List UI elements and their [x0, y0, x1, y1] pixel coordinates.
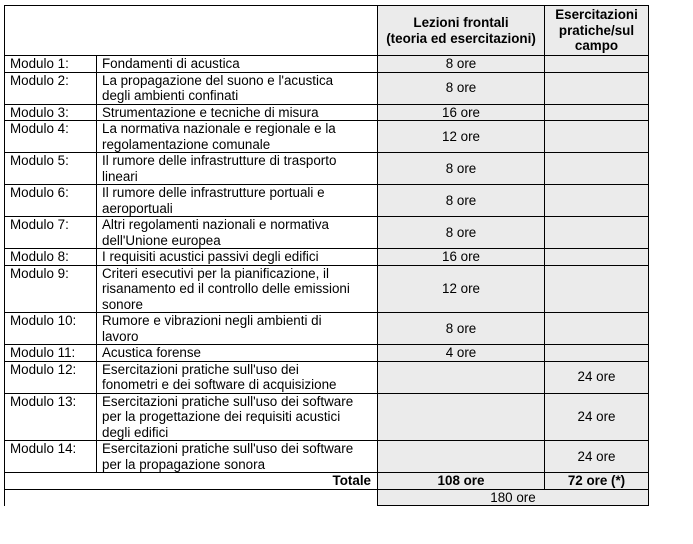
- module-title: [97, 249, 378, 266]
- module-title-line: per la propagazione sonora: [102, 456, 266, 472]
- module-title-line: risanamento ed il controllo delle emissioni: [102, 281, 350, 296]
- header-lezioni-line-2: (teoria ed esercitazioni): [386, 30, 536, 46]
- module-title: [97, 393, 378, 441]
- table-row: [5, 185, 649, 217]
- header-esercitazioni-line-2: pratiche/sul: [558, 22, 635, 38]
- table-row: [5, 345, 649, 362]
- module-number: Modulo 14:: [5, 441, 97, 473]
- module-title-line: Altri regolamenti nazionali e normativa: [102, 217, 330, 232]
- module-esercitazioni-hours: [545, 249, 649, 266]
- module-title-line: degli ambienti confinati: [102, 88, 239, 103]
- module-title-line: I requisiti acustici passivi degli edifici: [102, 249, 319, 264]
- table-row: [5, 265, 649, 313]
- module-rows: [5, 56, 649, 473]
- module-number: Modulo 11:: [5, 345, 97, 362]
- table-row: [5, 217, 649, 249]
- module-title: [97, 104, 378, 121]
- header-esercitazioni: [545, 6, 649, 56]
- module-esercitazioni-hours: [545, 153, 649, 185]
- module-lezioni-hours: 8 ore: [378, 56, 545, 73]
- table-row: [5, 313, 649, 345]
- module-lezioni-hours: 12 ore: [378, 121, 545, 153]
- module-lezioni-hours: [378, 441, 545, 473]
- module-lezioni-hours: 8 ore: [378, 72, 545, 104]
- module-title-line: La propagazione del suono e l'acustica: [102, 72, 334, 88]
- module-esercitazioni-hours: [545, 217, 649, 249]
- module-esercitazioni-hours: 24 ore: [545, 441, 649, 473]
- module-esercitazioni-hours: [545, 72, 649, 104]
- module-title: [97, 345, 378, 362]
- module-number: Modulo 4:: [5, 121, 97, 153]
- module-title-line: Il rumore delle infrastrutture di trasporto: [102, 153, 337, 168]
- module-title-line: per la progettazione dei requisiti acustici: [102, 409, 341, 424]
- module-title-line: aeroportuali: [102, 200, 173, 216]
- grand-total-value: 180 ore: [378, 489, 649, 506]
- table-row: [5, 393, 649, 441]
- module-title-line: Esercitazioni pratiche sull'uso dei: [102, 361, 299, 377]
- module-number: Modulo 3:: [5, 104, 97, 121]
- module-title-line: lineari: [102, 168, 138, 184]
- table-row: [5, 56, 649, 73]
- module-title-line: Strumentazione e tecniche di misura: [102, 104, 319, 120]
- module-esercitazioni-hours: [545, 265, 649, 313]
- module-esercitazioni-hours: [545, 313, 649, 345]
- table-row: [5, 361, 649, 393]
- module-title: [97, 153, 378, 185]
- module-number: Modulo 8:: [5, 249, 97, 266]
- module-title: [97, 56, 378, 73]
- totals-esercitazioni: 72 ore (*): [545, 473, 649, 490]
- course-modules-table: [4, 5, 649, 506]
- module-esercitazioni-hours: [545, 345, 649, 362]
- grand-total-empty: [5, 489, 378, 506]
- module-title: [97, 217, 378, 249]
- module-title-line: Fondamenti di acustica: [102, 56, 240, 71]
- module-lezioni-hours: 8 ore: [378, 185, 545, 217]
- table-row: [5, 104, 649, 121]
- table-row: [5, 153, 649, 185]
- module-lezioni-hours: 8 ore: [378, 313, 545, 345]
- module-esercitazioni-hours: [545, 185, 649, 217]
- grand-total-row: [5, 489, 649, 506]
- module-title-line: Esercitazioni pratiche sull'uso dei software: [102, 441, 354, 456]
- module-title-line: Criteri esecutivi per la pianificazione, il: [102, 265, 329, 281]
- module-esercitazioni-hours: [545, 56, 649, 73]
- module-lezioni-hours: [378, 393, 545, 441]
- module-title-line: dell'Unione europea: [102, 232, 221, 248]
- header-lezioni-frontali: [378, 6, 545, 56]
- header-esercitazioni-line-3: campo: [574, 38, 619, 54]
- module-title-line: Rumore e vibrazioni negli ambienti di: [102, 313, 322, 328]
- module-number: Modulo 12:: [5, 361, 97, 393]
- module-number: Modulo 10:: [5, 313, 97, 345]
- module-title-line: lavoro: [102, 328, 139, 344]
- module-title: [97, 361, 378, 393]
- module-title-line: La normativa nazionale e regionale e la: [102, 121, 336, 136]
- module-title: [97, 265, 378, 313]
- module-title-line: Esercitazioni pratiche sull'uso dei software: [102, 393, 354, 409]
- module-number: Modulo 5:: [5, 153, 97, 185]
- module-esercitazioni-hours: 24 ore: [545, 361, 649, 393]
- table-row: [5, 441, 649, 473]
- totals-row: [5, 473, 649, 490]
- module-lezioni-hours: [378, 361, 545, 393]
- module-number: Modulo 9:: [5, 265, 97, 313]
- totals-lezioni: 108 ore: [378, 473, 545, 490]
- table-row: [5, 72, 649, 104]
- module-lezioni-hours: 16 ore: [378, 249, 545, 266]
- module-esercitazioni-hours: [545, 121, 649, 153]
- table-row: [5, 121, 649, 153]
- module-title-line: Acustica forense: [102, 345, 201, 360]
- module-title-line: Il rumore delle infrastrutture portuali e: [102, 185, 325, 200]
- module-number: Modulo 2:: [5, 72, 97, 104]
- module-title: [97, 185, 378, 217]
- table-row: [5, 249, 649, 266]
- module-lezioni-hours: 8 ore: [378, 153, 545, 185]
- module-title-line: regolamentazione comunale: [102, 136, 271, 152]
- totals-label: Totale: [5, 473, 378, 490]
- module-title: [97, 72, 378, 104]
- module-number: Modulo 6:: [5, 185, 97, 217]
- module-title: [97, 441, 378, 473]
- header-esercitazioni-line-1: Esercitazioni: [555, 7, 638, 23]
- module-esercitazioni-hours: [545, 104, 649, 121]
- module-title: [97, 313, 378, 345]
- header-row: [5, 6, 649, 56]
- module-title-line: degli edifici: [102, 424, 169, 440]
- module-title-line: fonometri e dei software di acquisizione: [102, 377, 337, 392]
- module-lezioni-hours: 12 ore: [378, 265, 545, 313]
- module-lezioni-hours: 8 ore: [378, 217, 545, 249]
- module-number: Modulo 7:: [5, 217, 97, 249]
- module-title-line: sonore: [102, 296, 143, 312]
- module-esercitazioni-hours: 24 ore: [545, 393, 649, 441]
- module-title: [97, 121, 378, 153]
- module-number: Modulo 1:: [5, 56, 97, 73]
- header-lezioni-line-1: Lezioni frontali: [413, 15, 509, 30]
- module-lezioni-hours: 4 ore: [378, 345, 545, 362]
- module-lezioni-hours: 16 ore: [378, 104, 545, 121]
- course-table-container: [4, 5, 649, 506]
- module-number: Modulo 13:: [5, 393, 97, 441]
- header-empty-cell: [5, 6, 378, 56]
